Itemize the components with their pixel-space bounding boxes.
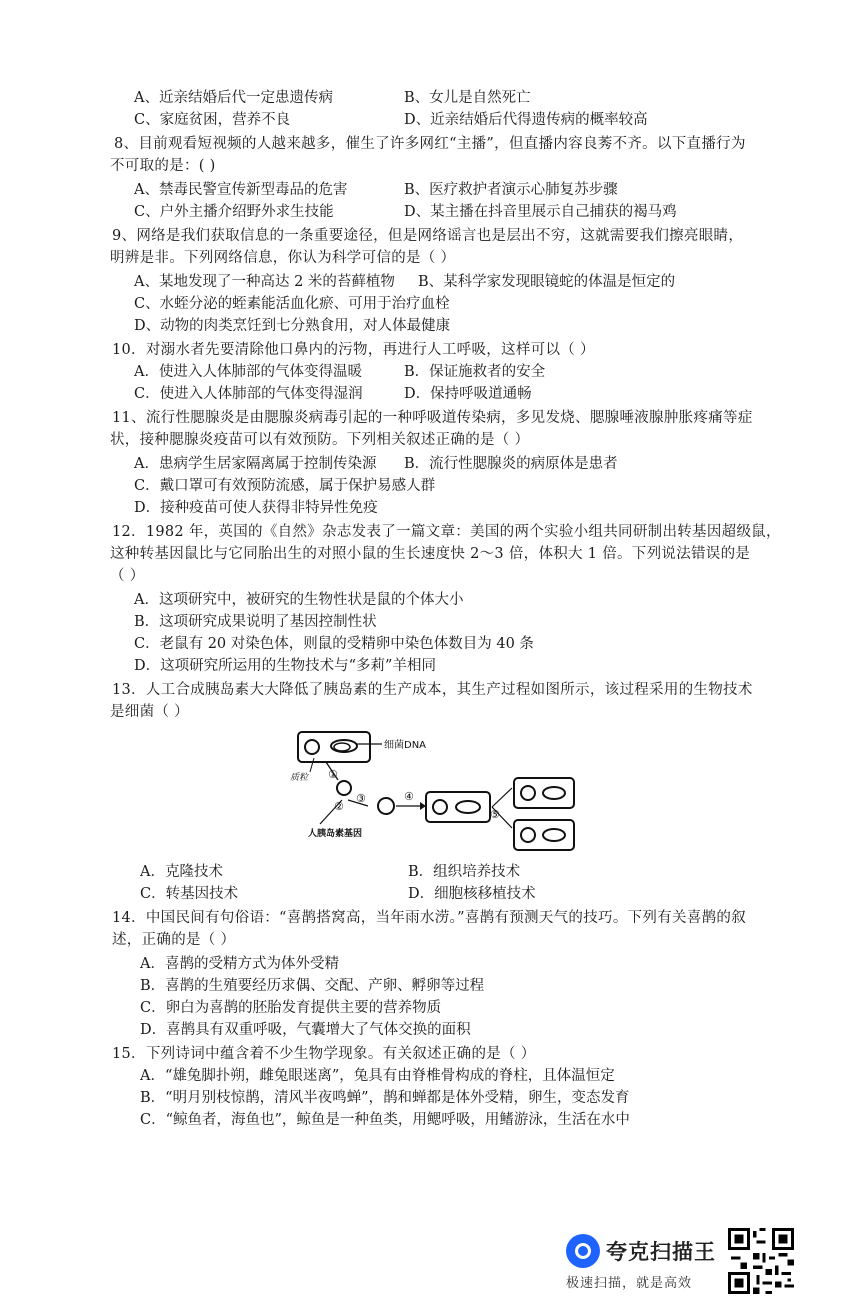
qr-code-icon [728, 1228, 794, 1294]
q11-stem-line1: 11、流行性腮腺炎是由腮腺炎病毒引起的一种呼吸道传染病，多见发烧、腮腺唾液腺肿胀疼痛等症 [112, 410, 753, 426]
q15-option-a: A．“雄兔脚扑朔，雌兔眼迷离”，兔具有由脊椎骨构成的脊柱，且体温恒定 [140, 1068, 615, 1084]
q14-option-c: C．卵白为喜鹊的胚胎发育提供主要的营养物质 [140, 1000, 442, 1016]
q12-stem-line2: 这种转基因鼠比与它同胎出生的对照小鼠的生长速度快 2～3 倍，体积大 1 倍。下列说法错误的是 [110, 546, 751, 562]
q7-option-b: B、女儿是自然死亡 [404, 90, 531, 106]
gene-engineering-diagram [290, 728, 590, 858]
q14-option-b: B．喜鹊的生殖要经历求偶、交配、产卵、孵卵等过程 [140, 978, 485, 994]
q7-option-d: D、近亲结婚后代得遗传病的概率较高 [404, 112, 648, 128]
q9-option-b: B、某科学家发现眼镜蛇的体温是恒定的 [418, 274, 676, 290]
q10-option-c: C．使进入人体肺部的气体变得湿润 [134, 386, 363, 402]
step-1: ① [328, 768, 338, 781]
q9-stem-line2: 明辨是非。下列网络信息，你认为科学可信的是（ ） [110, 250, 456, 266]
q12-option-a: A．这项研究中，被研究的生物性状是鼠的个体大小 [134, 592, 464, 608]
plasmid-in-bacterium [305, 740, 319, 754]
brand-slogan: 极速扫描，就是高效 [566, 1276, 693, 1291]
q8-option-b: B、医疗救护者演示心肺复苏步骤 [404, 182, 618, 198]
q10-option-d: D．保持呼吸道通畅 [404, 386, 532, 402]
q8-stem-line2: 不可取的是：( ) [110, 158, 216, 174]
q14-option-a: A．喜鹊的受精方式为体外受精 [140, 956, 339, 972]
q7-option-a: A、近亲结婚后代一定患遗传病 [134, 90, 333, 106]
q8-option-a: A、禁毒民警宣传新型毒品的危害 [134, 182, 348, 198]
q7-option-c: C、家庭贫困，营养不良 [134, 112, 291, 128]
q9-option-a: A、某地发现了一种高达 2 米的苔藓植物 [134, 274, 395, 290]
q9-option-c: C、水蛭分泌的蛭素能活血化瘀、可用于治疗血栓 [134, 296, 450, 312]
q14-option-d: D．喜鹊具有双重呼吸，气囊增大了气体交换的面积 [140, 1022, 471, 1038]
step-2: ② [334, 800, 344, 813]
q13-option-c: C．转基因技术 [140, 886, 239, 902]
scanner-watermark [566, 1232, 726, 1292]
q14-stem-line2: 述，正确的是（ ） [112, 932, 236, 948]
q10-option-b: B．保证施救者的安全 [404, 364, 546, 380]
q12-option-c: C．老鼠有 20 对染色体，则鼠的受精卵中染色体数目为 40 条 [134, 636, 534, 652]
q11-option-c: C．戴口罩可有效预防流感，属于保护易感人群 [134, 478, 436, 494]
q13-stem-line1: 13．人工合成胰岛素大大降低了胰岛素的生产成本，其生产过程如图所示，该过程采用的生物技术 [112, 682, 753, 698]
q10-option-a: A．使进入人体肺部的气体变得温暖 [134, 364, 362, 380]
q14-stem-line1: 14．中国民间有句俗语：“喜鹊搭窝高，当年雨水涝。”喜鹊有预测天气的技巧。下列有关喜鹊的叙 [112, 910, 747, 926]
q12-option-b: B．这项研究成果说明了基因控制性状 [134, 614, 377, 630]
q10-stem: 10．对溺水者先要清除他口鼻内的污物，再进行人工呼吸，这样可以（ ） [112, 342, 595, 358]
label-human-insulin-gene: 人胰岛素基因 [308, 829, 363, 839]
label-plasmid: 质粒 [290, 773, 309, 783]
q15-option-c: C．“鲸鱼者，海鱼也”，鲸鱼是一种鱼类，用鳃呼吸，用鳍游泳，生活在水中 [140, 1112, 630, 1128]
recombinant-plasmid [378, 798, 394, 814]
q12-stem-line1: 12．1982 年，英国的《自然》杂志发表了一篇文章：美国的两个实验小组共同研制出转基因超级鼠， [112, 524, 781, 540]
q15-option-b: B．“明月别枝惊鹊，清风半夜鸣蝉”，鹊和蝉都是体外受精，卵生，变态发育 [140, 1090, 630, 1106]
step-5: ⑤ [490, 808, 500, 821]
step-4: ④ [404, 790, 414, 803]
q8-option-c: C、户外主播介绍野外求生技能 [134, 204, 334, 220]
q15-stem: 15．下列诗词中蕴含着不少生物学现象。有关叙述正确的是（ ） [112, 1046, 536, 1062]
q9-option-d: D、动物的肉类烹饪到七分熟食用，对人体最健康 [134, 318, 451, 334]
step-3: ③ [356, 792, 366, 805]
q8-option-d: D、某主播在抖音里展示自己捕获的褐马鸡 [404, 204, 677, 220]
q12-option-d: D．这项研究所运用的生物技术与“多莉”羊相同 [134, 658, 436, 674]
isolated-plasmid [337, 781, 351, 795]
label-bacterial-dna: 细菌DNA [384, 740, 427, 751]
quark-logo-icon [566, 1234, 600, 1268]
q13-stem-line2: 是细菌（ ） [110, 704, 189, 720]
q11-option-a: A．患病学生居家隔离属于控制传染源 [134, 456, 377, 472]
brand-name: 夸克扫描王 [606, 1240, 716, 1264]
q11-option-d: D．接种疫苗可使人获得非特异性免疫 [134, 500, 378, 516]
q11-stem-line2: 状，接种腮腺炎疫苗可以有效预防。下列相关叙述正确的是（ ） [110, 432, 530, 448]
q9-stem-line1: 9、网络是我们获取信息的一条重要途径，但是网络谣言也是层出不穷，这就需要我们擦亮眼睛， [112, 228, 744, 244]
q13-option-b: B．组织培养技术 [408, 864, 521, 880]
q13-option-d: D．细胞核移植技术 [408, 886, 536, 902]
q12-stem-line3: （ ） [110, 568, 145, 584]
q11-option-b: B．流行性腮腺炎的病原体是患者 [404, 456, 618, 472]
q13-option-a: A．克隆技术 [140, 864, 223, 880]
q8-stem-line1: 8、目前观看短视频的人越来越多，催生了许多网红“主播”，但直播内容良莠不齐。以下直播行为 [114, 136, 746, 152]
